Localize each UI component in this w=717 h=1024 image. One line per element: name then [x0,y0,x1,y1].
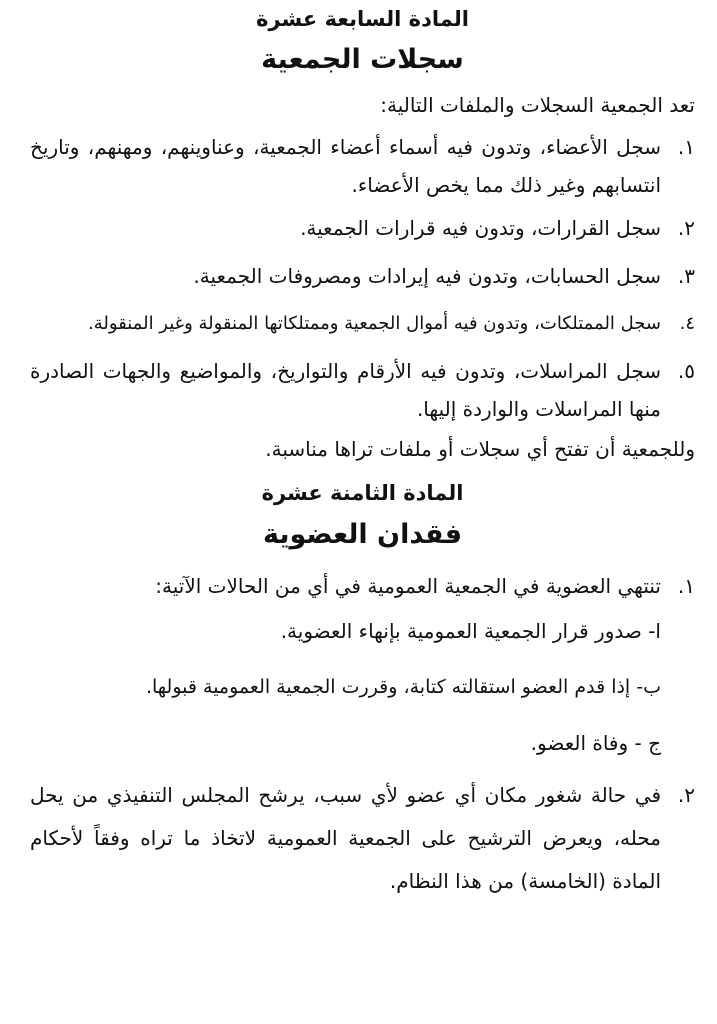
list-item [30,208,695,248]
list-item [30,304,695,344]
list-item-text: سجل الممتلكات، وتدون فيه أموال الجمعية وممتلكاتها المنقولة وغير المنقولة. [87,313,661,334]
article-17-list [30,128,695,428]
list-item-number: ١. [677,135,695,159]
sub-item: ا- صدور قرار الجمعية العمومية بإنهاء العضوية. [280,619,661,643]
article-18-title: فقدان العضوية [262,519,463,550]
list-item [30,128,695,204]
list-item-text: سجل الحسابات، وتدون فيه إيرادات ومصروفات الجمعية. [193,264,661,288]
article-17-closing: وللجمعية أن تفتح أي سجلات أو ملفات تراها مناسبة. [265,437,695,461]
article-18 [30,476,695,903]
list-item [30,774,695,903]
list-item-text: في حالة شغور مكان أي عضو لأي سبب، يرشح المجلس التنفيذي من يحل محله، ويعرض الترشيح على الجمعية العمومية لاتخاذ ما تراه وفقاً لأحكام المادة (الخامسة) من هذا النظام. [30,783,661,893]
article-17-title: سجلات الجمعية [261,44,464,75]
list-item-number: ٣. [677,264,695,288]
article-18-list-2 [30,774,695,903]
article-18-list [30,566,695,606]
list-item-text: تنتهي العضوية في الجمعية العمومية في أي من الحالات الآتية: [155,574,661,598]
article-17-intro: تعد الجمعية السجلات والملفات التالية: [380,93,695,117]
list-item-number: ٢. [677,216,695,240]
sub-item: ج - وفاة العضو. [530,731,661,755]
article-18-heading: المادة الثامنة عشرة [261,481,464,505]
list-item-text: سجل الأعضاء، وتدون فيه أسماء أعضاء الجمعية، وعناوينهم، ومهنهم، وتاريخ انتسابهم وغير ذلك مما يخص الأعضاء. [30,135,661,197]
list-item-number: ١. [677,574,695,598]
list-item [30,566,695,606]
list-item-number: ٢. [677,783,695,807]
article-17 [30,0,695,466]
list-item-text: سجل المراسلات، وتدون فيه الأرقام والتواريخ، والمواضيع والجهات الصادرة منها المراسلات والواردة إليها. [30,359,661,421]
list-item-text: سجل القرارات، وتدون فيه قرارات الجمعية. [300,216,661,240]
article-17-heading: المادة السابعة عشرة [256,7,469,31]
list-item [30,256,695,296]
sub-item: ب- إذا قدم العضو استقالته كتابة، وقررت الجمعية العمومية قبولها. [145,676,661,698]
list-item [30,352,695,428]
list-item-number: ٥. [677,359,695,383]
list-item-number: ٤. [679,313,695,334]
